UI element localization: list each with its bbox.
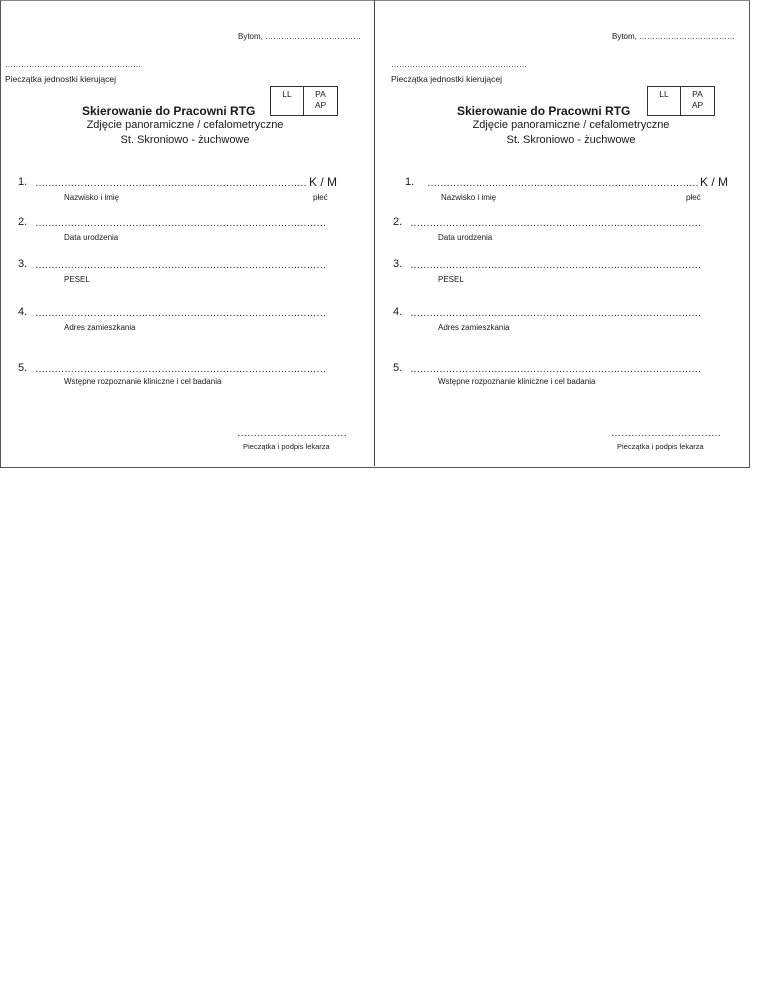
birthdate-field[interactable]: ……………………………………………………………………………… — [410, 218, 702, 229]
birthdate-caption: Data urodzenia — [438, 233, 493, 242]
field-number: 2. — [393, 216, 403, 228]
option-ll[interactable]: LL — [271, 87, 304, 115]
field-number: 4. — [393, 306, 403, 318]
name-caption: Nazwisko i imię — [441, 193, 497, 202]
referral-form-right — [375, 0, 749, 466]
field-number: 3. — [393, 258, 403, 270]
place-date-field[interactable]: Bytom, ……………………………… — [612, 32, 736, 41]
sex-field[interactable]: K / M — [309, 175, 338, 189]
pesel-field[interactable]: ……………………………………………………………………………… — [410, 260, 702, 271]
form-subtitle-2: St. Skroniowo - żuchwowe — [120, 134, 250, 146]
pesel-caption: PESEL — [438, 275, 464, 284]
stamp-dots: …………………………………………… — [5, 60, 141, 69]
name-field[interactable]: ………………………………………………………………………… — [427, 178, 699, 189]
field-number: 1. — [405, 176, 415, 188]
option-ap: AP — [314, 100, 327, 110]
address-field[interactable]: ……………………………………………………………………………… — [410, 308, 702, 319]
field-number: 4. — [18, 306, 28, 318]
form-subtitle-2: St. Skroniowo - żuchwowe — [506, 134, 636, 146]
address-field[interactable]: ……………………………………………………………………………… — [35, 308, 327, 319]
field-number: 5. — [393, 362, 403, 374]
option-pa-ap[interactable] — [304, 87, 337, 117]
signature-field[interactable]: …………………………… — [611, 428, 721, 439]
diagnosis-field[interactable]: ……………………………………………………………………………… — [410, 364, 702, 375]
birthdate-field[interactable]: ……………………………………………………………………………… — [35, 218, 327, 229]
field-number: 3. — [18, 258, 28, 270]
field-number: 1. — [18, 176, 28, 188]
stamp-label: Pieczątka jednostki kierującej — [5, 74, 117, 84]
stamp-dots: …………………………………………… — [391, 60, 527, 69]
option-pa: PA — [315, 89, 326, 99]
place-date-field[interactable]: Bytom, ……………………………… — [238, 32, 362, 41]
option-ll[interactable]: LL — [648, 87, 681, 115]
stamp-label: Pieczątka jednostki kierującej — [391, 74, 503, 84]
signature-field[interactable]: …………………………… — [237, 428, 347, 439]
option-ap: AP — [691, 100, 704, 110]
sex-caption: płeć — [686, 193, 701, 202]
name-field[interactable]: ………………………………………………………………………… — [35, 178, 307, 189]
form-subtitle-1: Zdjęcie panoramiczne / cefalometryczne — [86, 119, 284, 131]
name-caption: Nazwisko i imię — [64, 193, 120, 202]
form-title: Skierowanie do Pracowni RTG — [457, 104, 631, 118]
pesel-field[interactable]: ……………………………………………………………………………… — [35, 260, 327, 271]
birthdate-caption: Data urodzenia — [64, 233, 119, 242]
signature-label: Pieczątka i podpis lekarza — [243, 442, 330, 451]
option-pa-ap[interactable] — [681, 87, 714, 117]
field-number: 5. — [18, 362, 28, 374]
projection-box — [647, 86, 715, 116]
diagnosis-caption: Wstępne rozpoznanie kliniczne i cel badania — [64, 377, 222, 386]
field-number: 2. — [18, 216, 28, 228]
sex-field[interactable]: K / M — [700, 175, 729, 189]
form-title: Skierowanie do Pracowni RTG — [82, 104, 256, 118]
pesel-caption: PESEL — [64, 275, 90, 284]
diagnosis-field[interactable]: ……………………………………………………………………………… — [35, 364, 327, 375]
signature-label: Pieczątka i podpis lekarza — [617, 442, 704, 451]
projection-box — [270, 86, 338, 116]
diagnosis-caption: Wstępne rozpoznanie kliniczne i cel badania — [438, 377, 596, 386]
address-caption: Adres zamieszkania — [438, 323, 510, 332]
address-caption: Adres zamieszkania — [64, 323, 136, 332]
sex-caption: płeć — [313, 193, 328, 202]
option-pa: PA — [692, 89, 703, 99]
form-subtitle-1: Zdjęcie panoramiczne / cefalometryczne — [472, 119, 670, 131]
referral-form-left — [0, 0, 374, 466]
